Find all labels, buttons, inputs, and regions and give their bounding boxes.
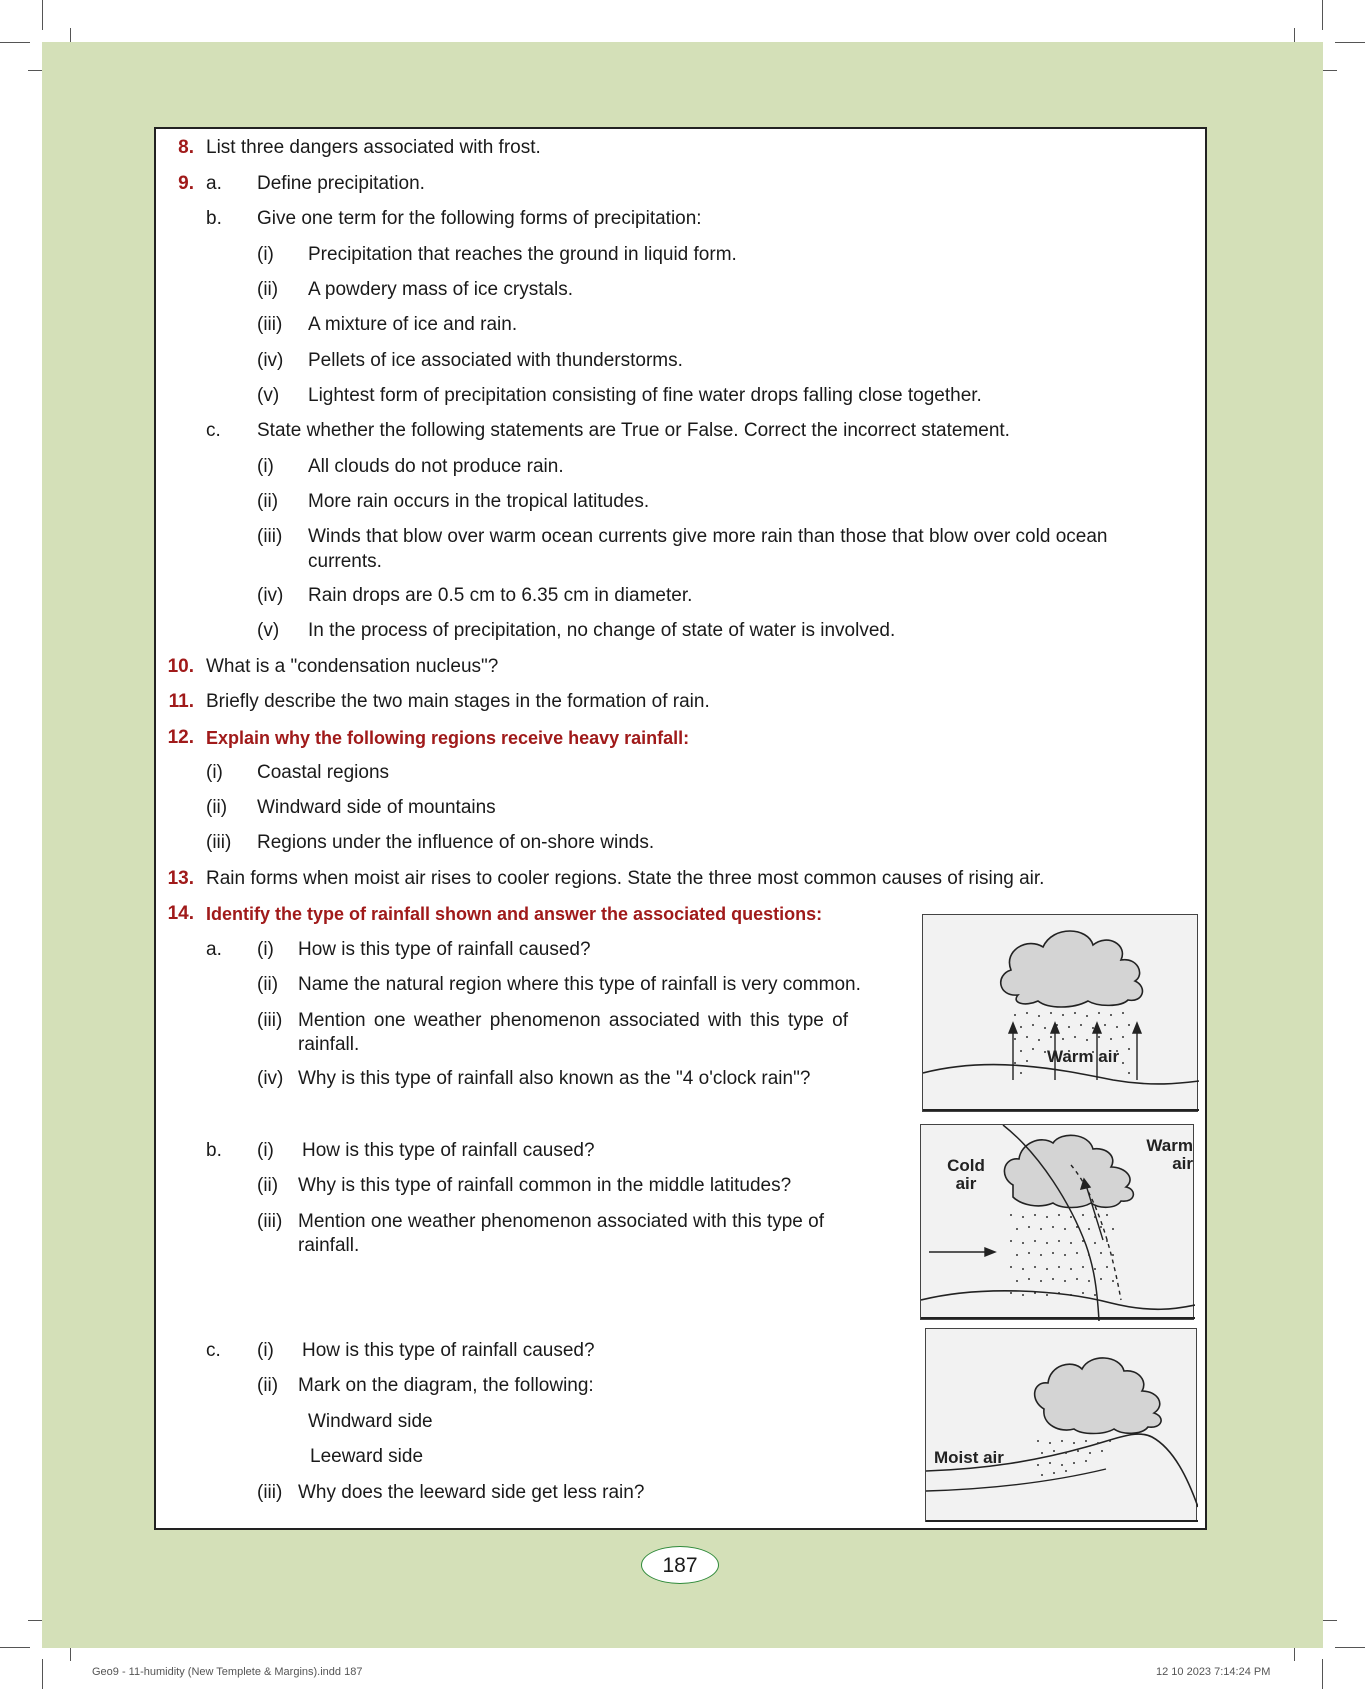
question-number: 13.: [167, 868, 194, 889]
warm-air-label: [1131, 1137, 1193, 1173]
question-number: 11.: [168, 691, 194, 712]
question-text: Name the natural region where this type of rainfall is very common.: [298, 974, 861, 995]
frontal-rainfall-diagram: [920, 1124, 1194, 1320]
convectional-rainfall-diagram: [922, 914, 1198, 1112]
item-label: (iii): [257, 314, 283, 335]
question-text: Identify the type of rainfall shown and answer the associated questions:: [206, 904, 823, 924]
moist-air-label: Moist air: [934, 1448, 1004, 1467]
item-label: (i): [257, 1140, 274, 1161]
crop-mark: [42, 1659, 43, 1689]
question-number: 14.: [167, 903, 194, 924]
footer-timestamp: 12 10 2023 7:14:24 PM: [1156, 1666, 1271, 1678]
item-label: (iii): [257, 526, 283, 547]
crop-mark: [0, 1647, 30, 1648]
cold-air-label: [941, 1157, 991, 1193]
item-label: c.: [206, 420, 221, 441]
question-text: Pellets of ice associated with thunderstorms.: [308, 350, 683, 371]
item-label: (ii): [257, 279, 279, 300]
question-text: Windward side: [308, 1411, 433, 1432]
question-text: What is a "condensation nucleus"?: [206, 656, 499, 677]
item-label: (i): [257, 244, 274, 265]
item-label: a.: [206, 939, 222, 960]
item-label: a.: [206, 173, 222, 194]
question-number: 10.: [167, 656, 194, 677]
item-label: (i): [257, 1340, 274, 1361]
page-number: 187: [641, 1546, 719, 1584]
question-text: Mention one weather phenomenon associated with this type of: [298, 1010, 848, 1031]
item-label: b.: [206, 208, 222, 229]
question-text: Regions under the influence of on-shore winds.: [257, 832, 655, 853]
question-text: rainfall.: [298, 1034, 360, 1055]
question-text: rainfall.: [298, 1235, 360, 1256]
question-text: Explain why the following regions receive heavy rainfall:: [206, 728, 690, 748]
question-text: Rain drops are 0.5 cm to 6.35 cm in diameter.: [308, 585, 693, 606]
item-label: (iii): [257, 1211, 283, 1232]
question-text: More rain occurs in the tropical latitudes.: [308, 491, 650, 512]
question-text: Why is this type of rainfall also known as the "4 o'clock rain"?: [298, 1068, 811, 1089]
question-text: Coastal regions: [257, 762, 390, 783]
relief-rainfall-illustration: [926, 1329, 1198, 1523]
question-text: All clouds do not produce rain.: [308, 456, 564, 477]
warm-air-label: Warm air: [1046, 1047, 1120, 1066]
question-text: Precipitation that reaches the ground in liquid form.: [308, 244, 737, 265]
question-text: Why is this type of rainfall common in the middle latitudes?: [298, 1175, 792, 1196]
item-label: (iv): [257, 585, 284, 606]
warm-air-label-line2: air: [1172, 1154, 1193, 1173]
relief-rainfall-diagram: [925, 1328, 1197, 1522]
crop-mark: [0, 42, 30, 43]
question-number: 9.: [178, 173, 194, 194]
item-label: (ii): [257, 1375, 279, 1396]
cold-air-label-line2: air: [955, 1174, 977, 1193]
question-number: 8.: [178, 137, 194, 158]
item-label: (i): [257, 456, 274, 477]
question-text: How is this type of rainfall caused?: [298, 939, 591, 960]
item-label: (iii): [257, 1010, 283, 1031]
cold-air-label-line1: Cold: [947, 1156, 985, 1175]
question-text: List three dangers associated with frost.: [206, 137, 541, 158]
item-label: (v): [257, 385, 280, 406]
warm-air-label-line1: Warm: [1146, 1136, 1193, 1155]
question-text: Lightest form of precipitation consisting of fine water drops falling close together.: [308, 385, 982, 406]
question-number: 12.: [167, 727, 194, 748]
question-text: Why does the leeward side get less rain?: [298, 1482, 645, 1503]
item-label: c.: [206, 1340, 221, 1361]
question-text: Leeward side: [310, 1446, 424, 1467]
item-label: (ii): [206, 797, 228, 818]
item-label: (i): [257, 939, 274, 960]
footer-file-info: Geo9 - 11-humidity (New Templete & Margins).indd 187: [92, 1666, 363, 1678]
question-text: How is this type of rainfall caused?: [302, 1140, 595, 1161]
crop-mark: [1322, 1659, 1323, 1689]
question-text: In the process of precipitation, no change of state of water is involved.: [308, 620, 896, 641]
question-text: Define precipitation.: [257, 173, 425, 194]
item-label: (i): [206, 762, 223, 783]
item-label: (ii): [257, 491, 279, 512]
question-text: A mixture of ice and rain.: [308, 314, 518, 335]
item-label: (iv): [257, 1068, 284, 1089]
crop-mark: [1335, 42, 1365, 43]
item-label: b.: [206, 1140, 222, 1161]
question-text: How is this type of rainfall caused?: [302, 1340, 595, 1361]
question-text: Winds that blow over warm ocean currents give more rain than those that blow over cold ocean: [308, 526, 1108, 547]
item-label: (v): [257, 620, 280, 641]
item-label: (ii): [257, 1175, 279, 1196]
question-text: Give one term for the following forms of precipitation:: [257, 208, 702, 229]
convectional-rainfall-illustration: [923, 915, 1199, 1113]
item-label: (iii): [206, 832, 232, 853]
item-label: (ii): [257, 974, 279, 995]
item-label: (iv): [257, 350, 284, 371]
question-text: Rain forms when moist air rises to cooler regions. State the three most common causes of rising air.: [206, 868, 1045, 889]
question-text: Windward side of mountains: [257, 797, 496, 818]
crop-mark: [1322, 0, 1323, 30]
question-text: A powdery mass of ice crystals.: [308, 279, 574, 300]
question-text: Briefly describe the two main stages in the formation of rain.: [206, 691, 710, 712]
question-text: currents.: [308, 551, 382, 572]
question-text: Mark on the diagram, the following:: [298, 1375, 594, 1396]
question-text: State whether the following statements are True or False. Correct the incorrect statement.: [257, 420, 1010, 441]
question-text: Mention one weather phenomenon associated with this type of: [298, 1211, 824, 1232]
item-label: (iii): [257, 1482, 283, 1503]
crop-mark: [1335, 1647, 1365, 1648]
crop-mark: [42, 0, 43, 30]
